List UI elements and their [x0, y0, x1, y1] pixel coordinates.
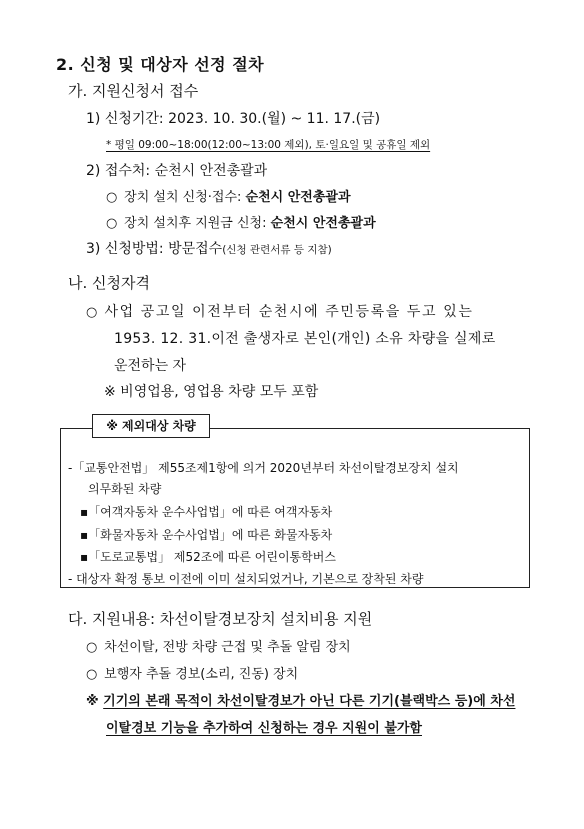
bullet-circle-icon: ○	[86, 305, 98, 320]
eligibility-line: 1953. 12. 31.이전 출생자로 본인(개인) 소유 차량을 실제로	[114, 331, 496, 347]
eligibility-note: ※ 비영업용, 영업용 차량 모두 포함	[104, 384, 319, 400]
method-value: 방문접수	[168, 241, 223, 257]
application-method	[86, 238, 332, 258]
office-item	[106, 186, 351, 205]
eligibility-text: 사업 공고일 이전부터 순천시에 주민등록을 두고 있는	[104, 304, 474, 320]
eligibility-line	[86, 301, 473, 321]
subsection-heading-na: 나. 신청자격	[68, 274, 150, 292]
warning-mark: ※	[86, 694, 99, 709]
office-label: 2) 접수처:	[86, 163, 151, 179]
office-item	[106, 212, 376, 231]
method-label: 3) 신청방법:	[86, 241, 164, 257]
warning-text: 이탈경보 기능을 추가하여 신청하는 경우 지원이 불가함	[106, 721, 422, 736]
subsection-heading-ga: 가. 지원신청서 접수	[68, 82, 199, 100]
period-value: 2023. 10. 30.(월) ~ 11. 17.(금)	[168, 111, 381, 127]
office-value: 순천시 안전총괄과	[154, 163, 268, 179]
exclusion-line: 의무화된 차량	[88, 482, 162, 496]
support-item	[86, 663, 298, 682]
reception-office	[86, 160, 267, 180]
office-item-value: 순천시 안전총괄과	[245, 190, 351, 205]
support-item	[86, 636, 351, 655]
exclusion-line: - 대상자 확정 통보 이전에 이미 설치되었거나, 기본으로 장착된 차량	[68, 572, 424, 586]
bullet-circle-icon: ○	[106, 190, 118, 205]
subsection-heading-da: 다. 지원내용: 차선이탈경보장치 설치비용 지원	[68, 610, 373, 628]
exclusion-item: ▪「여객자동차 운수사업법」에 따른 여객자동차	[80, 505, 333, 519]
bullet-circle-icon: ○	[106, 216, 118, 231]
application-period	[86, 108, 380, 128]
exclusion-item: ▪「도로교통법」 제52조에 따른 어린이통학버스	[80, 550, 336, 564]
exclusion-title: ※ 제외대상 차량	[92, 414, 210, 438]
bullet-circle-icon: ○	[86, 667, 98, 682]
method-note: (신청 관련서류 등 지참)	[222, 244, 332, 256]
period-label: 1) 신청기간:	[86, 111, 164, 127]
office-item-label: 장치 설치후 지원금 신청:	[124, 216, 267, 231]
exclusion-item: ▪「화물자동차 운수사업법」에 따른 화물자동차	[80, 528, 333, 542]
warning-text: 기기의 본래 목적이 차선이탈경보가 아닌 다른 기기(블랙박스 등)에 차선	[103, 694, 516, 709]
support-item-text: 차선이탈, 전방 차량 근접 및 추돌 알림 장치	[104, 640, 351, 655]
exclusion-line: -「교통안전법」 제55조제1항에 의거 2020년부터 차선이탈경보장치 설치	[68, 461, 459, 475]
eligibility-line: 운전하는 자	[114, 358, 187, 374]
support-item-text: 보행자 추돌 경보(소리, 진동) 장치	[104, 667, 299, 682]
section-title: 2. 신청 및 대상자 선정 절차	[56, 55, 265, 74]
bullet-circle-icon: ○	[86, 640, 98, 655]
office-item-label: 장치 설치 신청·접수:	[124, 190, 242, 205]
office-item-value: 순천시 안전총괄과	[270, 216, 376, 231]
support-warning	[86, 690, 515, 709]
period-note: * 평일 09:00~18:00(12:00~13:00 제외), 토·일요일 및 공휴일 제외	[106, 139, 431, 151]
